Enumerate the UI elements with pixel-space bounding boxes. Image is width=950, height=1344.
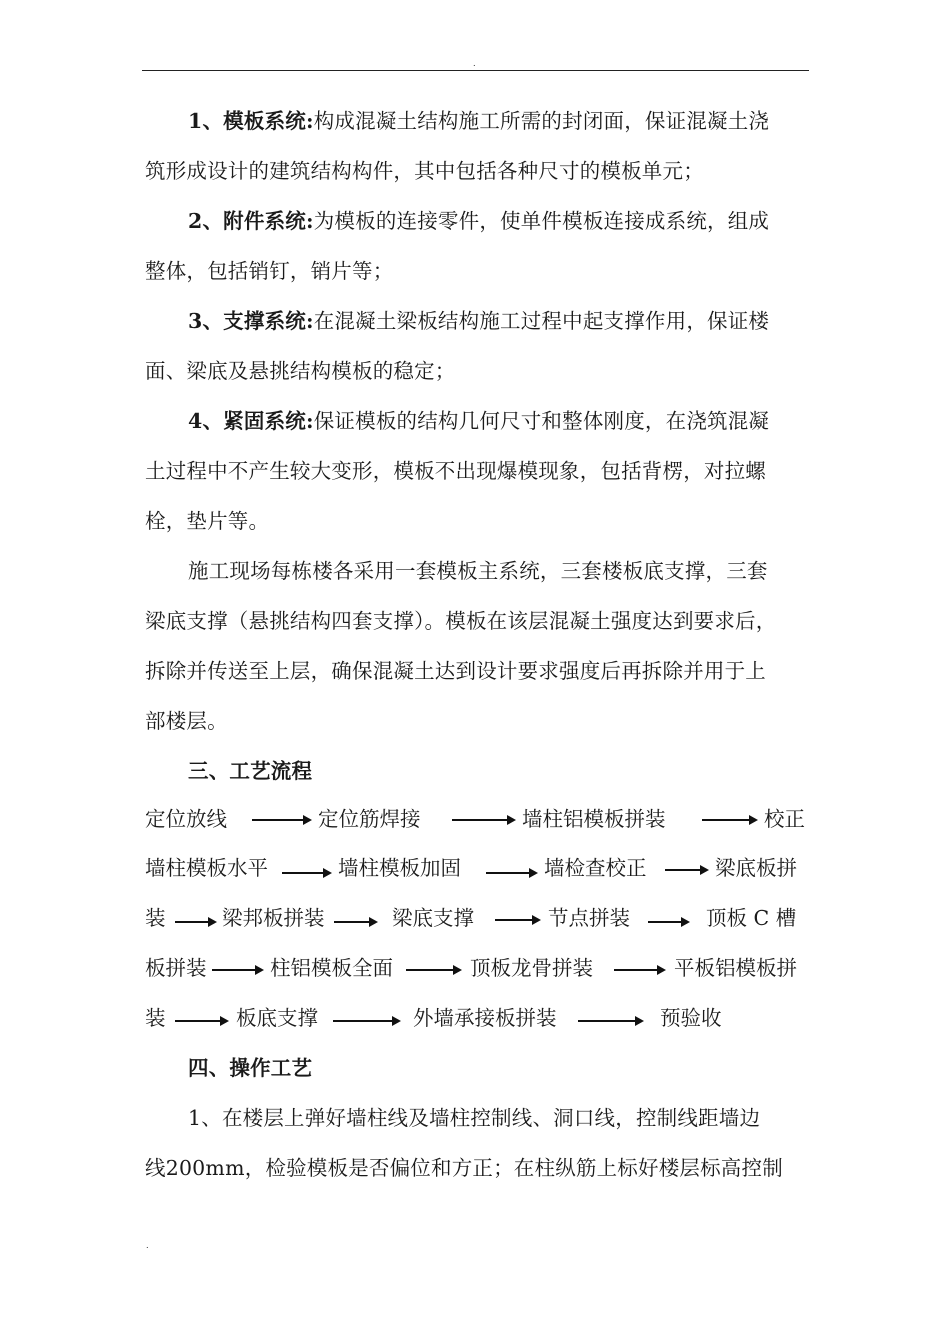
header-rule xyxy=(142,70,809,71)
para-4-label: 4、紧固系统: xyxy=(188,409,314,433)
flow-step-8: 梁底板拼 xyxy=(715,856,797,880)
flow-arrow-1 xyxy=(252,819,310,821)
flow-arrow-5 xyxy=(486,872,536,874)
flow-step-17: 平板铝模板拼 xyxy=(674,956,797,980)
flow-arrow-14 xyxy=(175,1020,227,1022)
para-2-label: 2、附件系统: xyxy=(188,209,314,233)
flow-step-18: 装 xyxy=(145,1006,166,1030)
para-2-line-1 xyxy=(188,208,769,234)
flow-step-21: 预验收 xyxy=(660,1006,722,1030)
section-heading-operation xyxy=(188,1055,312,1081)
flow-arrow-2 xyxy=(452,819,514,821)
para-1-text-1: 构成混凝土结构施工所需的封闭面，保证混凝土浇 xyxy=(313,109,770,133)
para-3-line-1 xyxy=(188,308,769,334)
flow-step-15: 柱铝模板全面 xyxy=(270,956,393,980)
flow-arrow-13 xyxy=(614,969,664,971)
section-heading-process-text: 三、工艺流程 xyxy=(188,759,313,783)
flow-step-4: 校正 xyxy=(764,807,805,831)
flow-step-19: 板底支撑 xyxy=(236,1006,318,1030)
flow-arrow-12 xyxy=(406,969,460,971)
flow-arrow-10 xyxy=(648,921,688,923)
flow-step-20: 外墙承接板拼装 xyxy=(413,1006,557,1030)
para-4-line-3: 栓，垫片等。 xyxy=(145,509,270,533)
flow-step-5: 墙柱模板水平 xyxy=(145,856,268,880)
flow-arrow-9 xyxy=(495,919,539,921)
para-5-line-1: 施工现场每栋楼各采用一套模板主系统，三套楼板底支撑，三套 xyxy=(188,559,768,583)
section-heading-process xyxy=(188,758,312,784)
para-6-line-2: 线200mm，检验模板是否偏位和方正；在柱纵筋上标好楼层标高控制 xyxy=(145,1156,783,1180)
flow-arrow-6 xyxy=(665,869,707,871)
para-1-label: 1、模板系统: xyxy=(188,109,314,133)
footer-mark: . xyxy=(146,1241,149,1250)
para-5-line-4: 部楼层。 xyxy=(145,709,228,733)
flow-step-3: 墙柱铝模板拼装 xyxy=(522,807,666,831)
header-mark: . xyxy=(473,59,476,68)
para-5-line-2: 梁底支撑（悬挑结构四套支撑）。模板在该层混凝土强度达到要求后， xyxy=(145,609,777,633)
para-4-line-1 xyxy=(188,408,769,434)
para-1-line-2: 筑形成设计的建筑结构构件，其中包括各种尺寸的模板单元； xyxy=(145,159,704,183)
flow-step-11: 梁底支撑 xyxy=(392,906,474,930)
flow-arrow-15 xyxy=(333,1020,399,1022)
flow-arrow-16 xyxy=(578,1020,642,1022)
section-heading-operation-text: 四、操作工艺 xyxy=(188,1056,313,1080)
flow-arrow-4 xyxy=(282,872,330,874)
flow-step-16: 顶板龙骨拼装 xyxy=(470,956,593,980)
flow-step-6: 墙柱模板加固 xyxy=(338,856,461,880)
para-4-line-2: 土过程中不产生较大变形，模板不出现爆模现象，包括背楞，对拉螺 xyxy=(145,459,766,483)
para-3-line-2: 面、梁底及悬挑结构模板的稳定； xyxy=(145,359,456,383)
flow-step-10: 梁邦板拼装 xyxy=(222,906,325,930)
flow-step-12: 节点拼装 xyxy=(548,906,630,930)
para-2-text-1: 为模板的连接零件，使单件模板连接成系统，组成 xyxy=(313,209,770,233)
flow-step-1: 定位放线 xyxy=(145,807,227,831)
flow-arrow-11 xyxy=(212,969,262,971)
para-5-line-3: 拆除并传送至上层，确保混凝土达到设计要求强度后再拆除并用于上 xyxy=(145,659,766,683)
flow-step-13: 顶板 C 槽 xyxy=(706,906,797,930)
para-3-label: 3、支撑系统: xyxy=(188,309,314,333)
flow-arrow-8 xyxy=(334,921,376,923)
para-3-text-1: 在混凝土梁板结构施工过程中起支撑作用，保证楼 xyxy=(313,309,770,333)
flow-arrow-7 xyxy=(175,921,215,923)
flow-step-14: 板拼装 xyxy=(145,956,207,980)
flow-step-9: 装 xyxy=(145,906,166,930)
flow-arrow-3 xyxy=(702,819,756,821)
para-6-line-1: 1、在楼层上弹好墙柱线及墙柱控制线、洞口线，控制线距墙边 xyxy=(188,1106,761,1130)
flow-step-7: 墙检查校正 xyxy=(544,856,647,880)
flow-step-2: 定位筋焊接 xyxy=(318,807,421,831)
para-4-text-1: 保证模板的结构几何尺寸和整体刚度，在浇筑混凝 xyxy=(313,409,770,433)
para-1-line-1 xyxy=(188,108,769,134)
para-2-line-2: 整体，包括销钉，销片等； xyxy=(145,259,394,283)
